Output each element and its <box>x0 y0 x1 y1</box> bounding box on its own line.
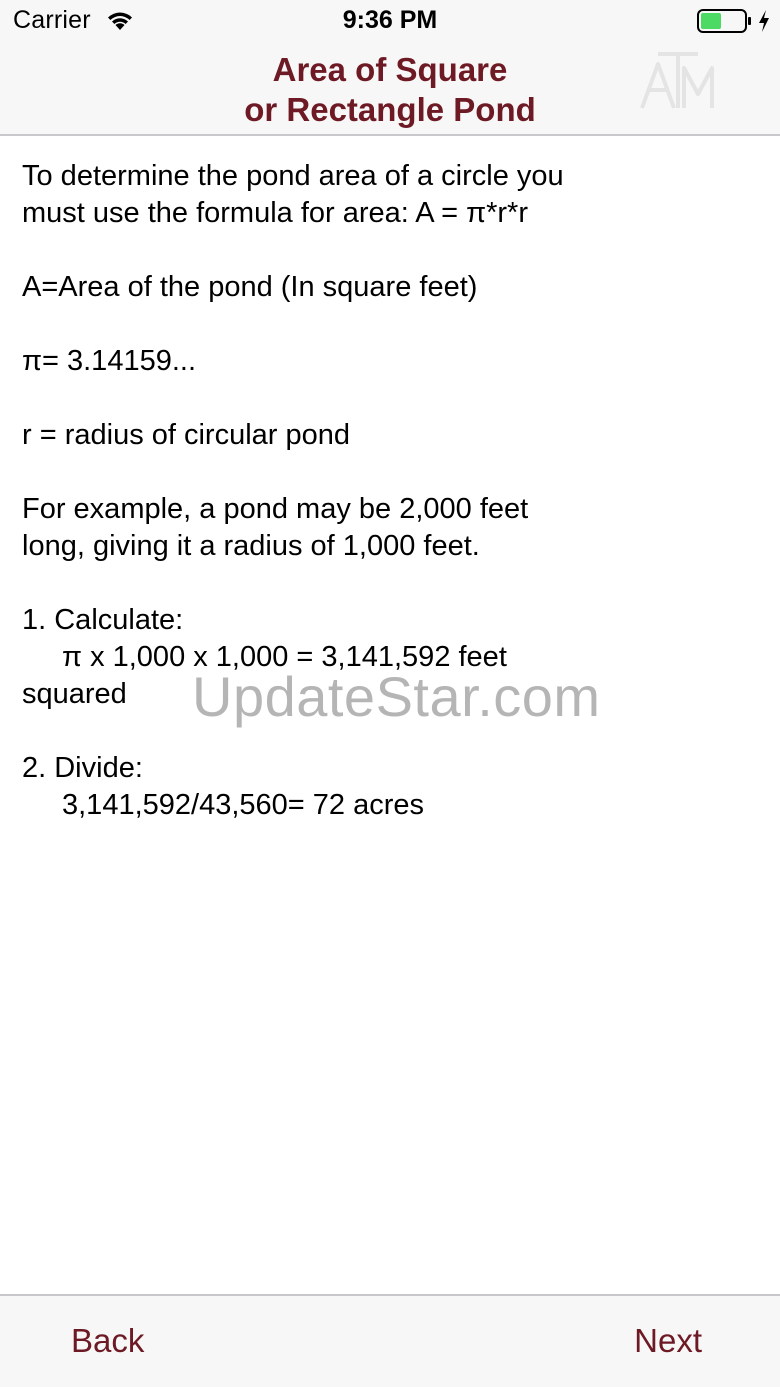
carrier-label: Carrier <box>13 6 91 34</box>
status-time: 9:36 PM <box>342 6 438 34</box>
step-1-formula: π x 1,000 x 1,000 = 3,141,592 feet <box>62 641 507 673</box>
step-1-label: 1. Calculate: <box>22 604 184 636</box>
example-line-1: For example, a pond may be 2,000 feet <box>22 493 529 525</box>
intro-paragraph <box>22 158 762 232</box>
intro-line-2: must use the formula for area: A = π*r*r <box>22 197 528 229</box>
step-2-label: 2. Divide: <box>22 752 143 784</box>
example-line-2: long, giving it a radius of 1,000 feet. <box>22 530 480 562</box>
content-body <box>22 158 762 861</box>
status-bar <box>0 0 780 42</box>
back-button[interactable]: Back <box>71 1322 145 1359</box>
watermark: UpdateStar.com <box>192 665 601 728</box>
area-definition: A=Area of the pond (In square feet) <box>22 271 478 303</box>
step-1-unit: squared <box>22 678 127 710</box>
bottom-toolbar <box>0 1294 780 1387</box>
navigation-bar <box>0 42 780 136</box>
charging-bolt-icon <box>757 9 771 33</box>
page-title-line-1: Area of Square <box>272 51 508 88</box>
page-title-line-2: or Rectangle Pond <box>244 91 536 128</box>
pi-definition: π= 3.14159... <box>22 345 196 377</box>
step-2-formula: 3,141,592/43,560= 72 acres <box>62 789 424 821</box>
next-button[interactable]: Next <box>634 1322 702 1359</box>
intro-line-1: To determine the pond area of a circle you <box>22 160 564 192</box>
texas-am-logo-icon <box>636 46 722 116</box>
battery-icon <box>697 9 753 33</box>
step-2 <box>22 750 762 824</box>
example-paragraph <box>22 491 762 565</box>
radius-definition: r = radius of circular pond <box>22 419 351 451</box>
